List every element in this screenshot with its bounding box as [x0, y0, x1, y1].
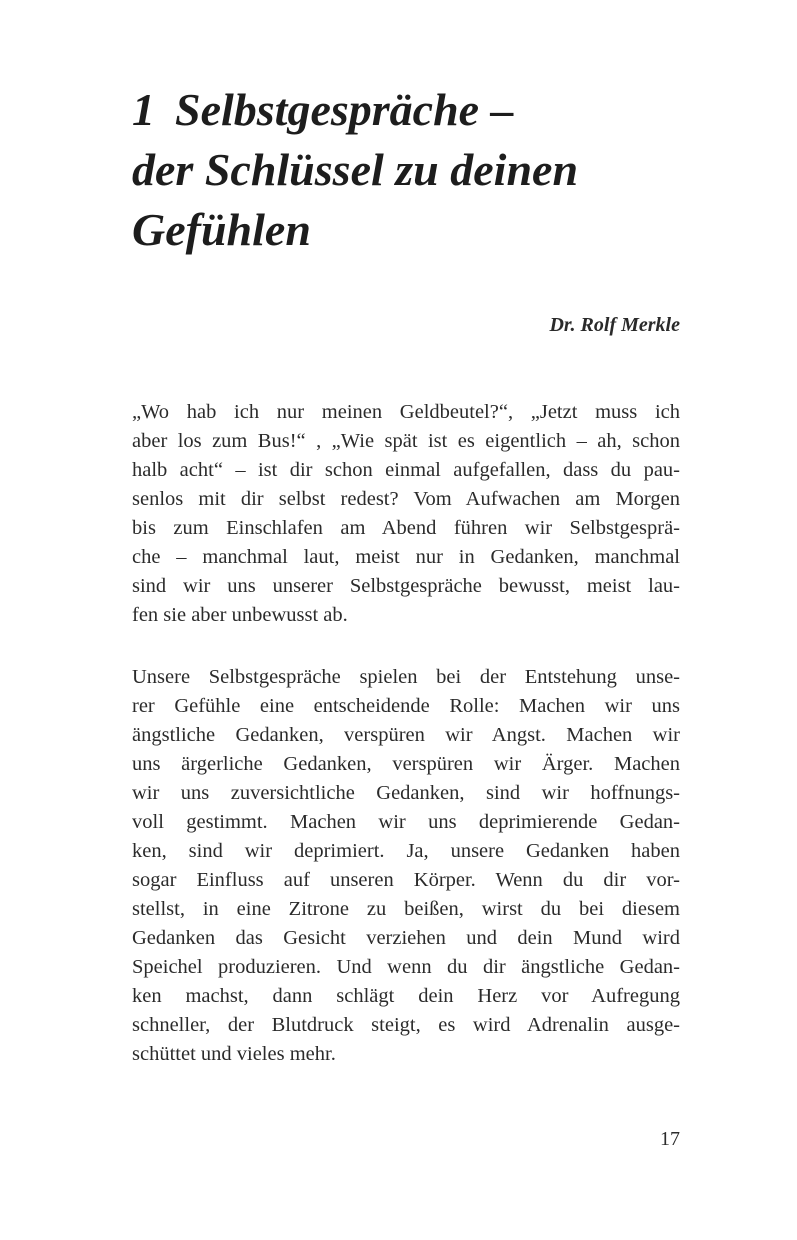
chapter-title-line-3: Gefühlen [132, 204, 311, 255]
paragraph-2 [132, 663, 680, 1069]
text-line: schneller, der Blutdruck steigt, es wird Adrenalin ausge- [132, 1014, 680, 1036]
text-line: ängstliche Gedanken, verspüren wir Angst. Machen wir [132, 724, 680, 746]
text-line: wir uns zuversichtliche Gedanken, sind wir hoffnungs- [132, 782, 680, 804]
text-line: uns ärgerliche Gedanken, verspüren wir Ärger. Machen [132, 753, 680, 775]
author-byline: Dr. Rolf Merkle [549, 314, 680, 336]
paragraph-1 [132, 398, 680, 630]
text-line: halb acht“ – ist dir schon einmal aufgefallen, dass du pau- [132, 459, 680, 481]
page-number: 17 [660, 1128, 680, 1150]
text-line: senlos mit dir selbst redest? Vom Aufwachen am Morgen [132, 488, 680, 510]
text-line: rer Gefühle eine entscheidende Rolle: Machen wir uns [132, 695, 680, 717]
text-line: stellst, in eine Zitrone zu beißen, wirst du bei diesem [132, 898, 680, 920]
text-line: „Wo hab ich nur meinen Geldbeutel?“, „Jetzt muss ich [132, 401, 680, 423]
text-line: fen sie aber unbewusst ab. [132, 604, 348, 626]
text-line: aber los zum Bus!“ , „Wie spät ist es eigentlich – ah, schon [132, 430, 680, 452]
text-line: sind wir uns unserer Selbstgespräche bewusst, meist lau- [132, 575, 680, 597]
text-line: ken, sind wir deprimiert. Ja, unsere Gedanken haben [132, 840, 680, 862]
chapter-number: 1 [132, 84, 155, 135]
text-line: voll gestimmt. Machen wir uns deprimierende Gedan- [132, 811, 680, 833]
text-line: schüttet und vieles mehr. [132, 1043, 336, 1065]
text-line: sogar Einfluss auf unseren Körper. Wenn du dir vor- [132, 869, 680, 891]
text-line: Speichel produzieren. Und wenn du dir ängstliche Gedan- [132, 956, 680, 978]
text-line: Unsere Selbstgespräche spielen bei der Entstehung unse- [132, 666, 680, 688]
chapter-title-line-2: der Schlüssel zu deinen [132, 144, 579, 195]
text-line: ken machst, dann schlägt dein Herz vor Aufregung [132, 985, 680, 1007]
chapter-title [132, 80, 732, 260]
chapter-title-text: Selbstgespräche – [175, 84, 514, 135]
text-line: Gedanken das Gesicht verziehen und dein Mund wird [132, 927, 680, 949]
chapter-title-line-1 [132, 80, 732, 140]
text-line: bis zum Einschlafen am Abend führen wir Selbstgesprä- [132, 517, 680, 539]
body-text [132, 398, 680, 1069]
text-line: che – manchmal laut, meist nur in Gedanken, manchmal [132, 546, 680, 568]
